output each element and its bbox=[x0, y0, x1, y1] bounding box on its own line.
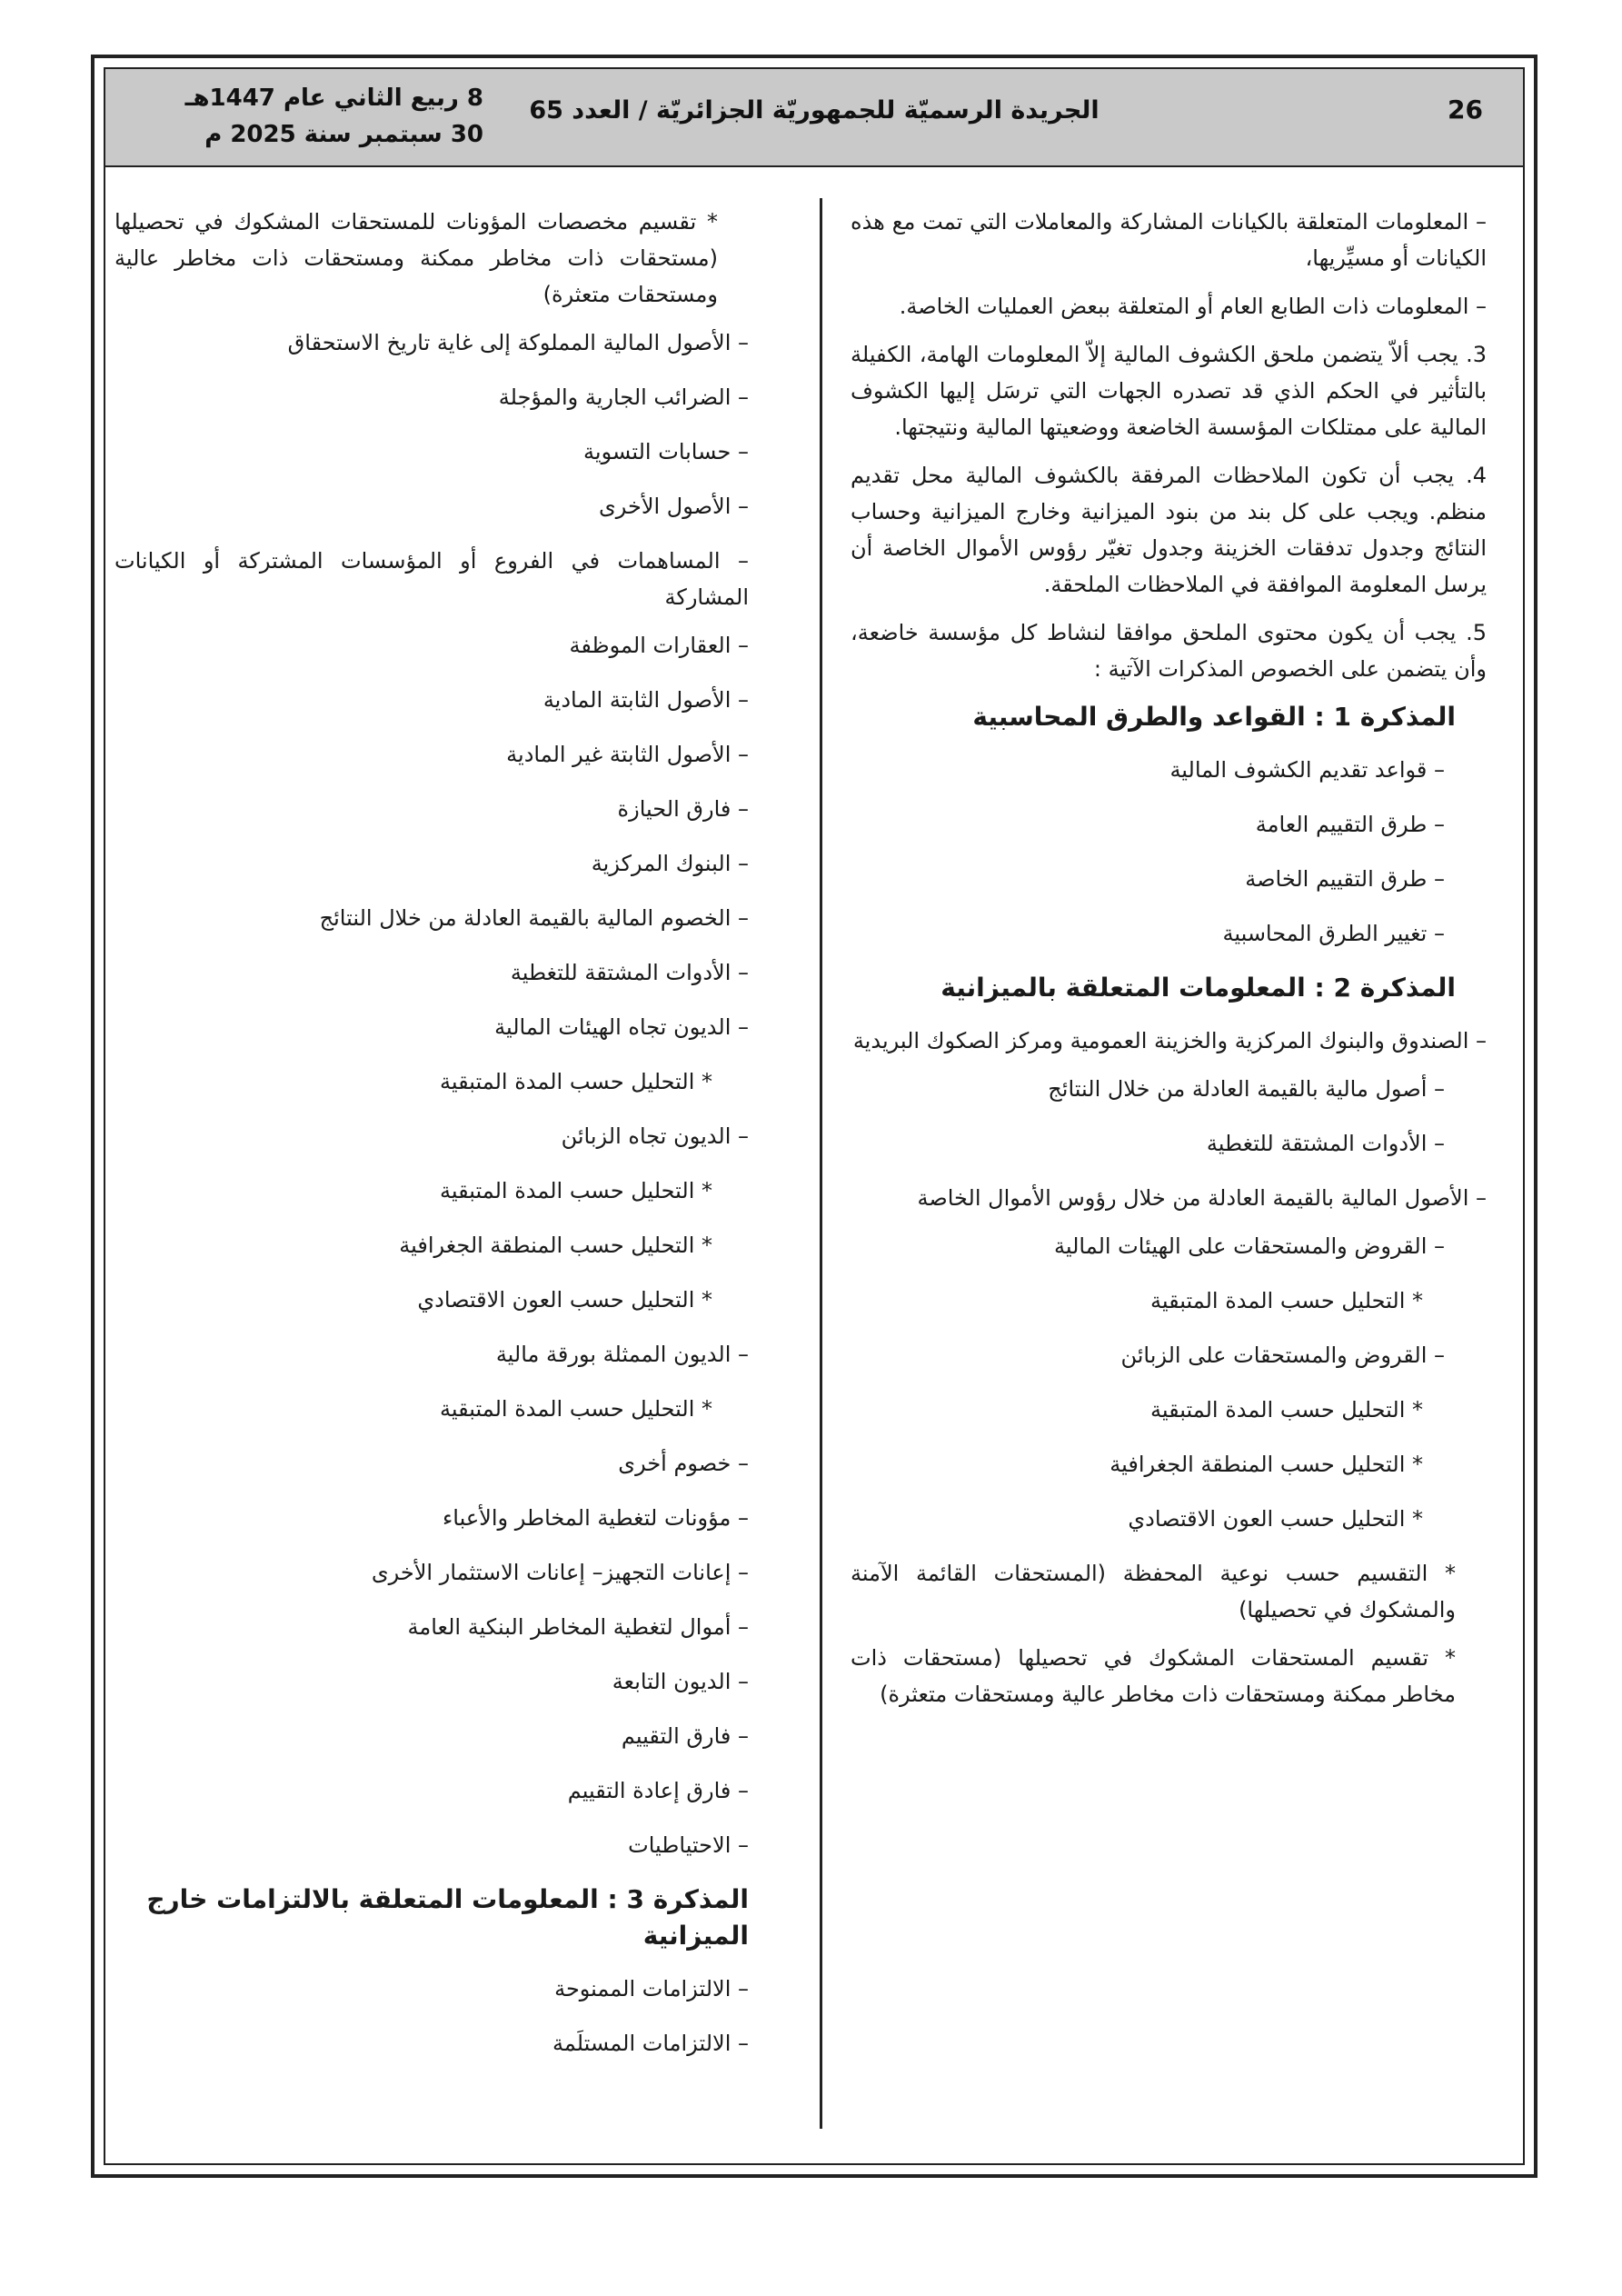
list-item: – الديون تجاه الزبائن bbox=[561, 1123, 749, 1149]
page-frame bbox=[91, 55, 1537, 2178]
list-item: – المساهمات في الفروع أو المؤسسات المشتركة أو الكيانات المشاركة bbox=[114, 548, 749, 610]
list-item: * تقسيم المستحقات المشكوك في تحصيلها (مستحقات ذات مخاطر ممكنة ومستحقات ذات مخاطر عالية ومستحقات متعثرة) bbox=[851, 1645, 1456, 1707]
note-2-heading: المذكرة 2 : المعلومات المتعلقة بالميزانية bbox=[940, 973, 1456, 1003]
list-item: – فارق الحيازة bbox=[617, 796, 749, 822]
list-item: – مؤونات لتغطية المخاطر والأعباء bbox=[443, 1505, 749, 1531]
list-item: – الأصول الأخرى bbox=[598, 494, 749, 519]
list-item: – الأصول المالية المملوكة إلى غاية تاريخ الاستحقاق bbox=[287, 330, 749, 355]
list-item: * التحليل حسب المنطقة الجغرافية bbox=[1110, 1452, 1423, 1477]
list-item: – العقارات الموظفة bbox=[569, 633, 749, 658]
list-item: * التحليل حسب المنطقة الجغرافية bbox=[399, 1233, 712, 1258]
list-item: – الأصول المالية بالقيمة العادلة من خلال رؤوس الأموال الخاصة bbox=[917, 1185, 1487, 1211]
list-item: – فارق إعادة التقييم bbox=[567, 1778, 749, 1803]
list-item: * التحليل حسب المدة المتبقية bbox=[439, 1396, 712, 1422]
list-item: – إعانات التجهيز– إعانات الاستثمار الأخرى bbox=[371, 1560, 749, 1585]
paragraph: 5. يجب أن يكون محتوى الملحق موافقا لنشاط كل مؤسسة خاضعة، وأن يتضمن على الخصوص المذكرات الآتية : bbox=[851, 620, 1487, 682]
note-1-heading: المذكرة 1 : القواعد والطرق المحاسبية bbox=[972, 702, 1456, 732]
left-column bbox=[114, 204, 749, 2080]
right-column bbox=[851, 204, 1487, 1724]
list-item: – تغيير الطرق المحاسبية bbox=[1222, 921, 1445, 946]
list-item: – الضرائب الجارية والمؤجلة bbox=[498, 384, 749, 410]
paragraph: – المعلومات ذات الطابع العام أو المتعلقة ببعض العمليات الخاصة. bbox=[899, 294, 1487, 319]
list-item: – الالتزامات الممنوحة bbox=[554, 1976, 749, 2002]
list-item: – البنوك المركزية bbox=[591, 851, 749, 876]
list-item: – الأدوات المشتقة للتغطية bbox=[1206, 1131, 1445, 1156]
paragraph: 3. يجب ألاّ يتضمن ملحق الكشوف المالية إلاّ المعلومات الهامة، الكفيلة بالتأثير في الحكم الذي قد تصدره الجهات التي ترسَل إليها الكشوف المالية على ممتلكات المؤسسة الخاضعة ووضعيتها المالية ونتيجتها. bbox=[851, 342, 1487, 440]
gazette-title: الجريدة الرسميّة للجمهوريّة الجزائريّة / العدد 65 bbox=[529, 96, 1100, 125]
list-item: – الديون الممثلة بورقة مالية bbox=[495, 1342, 749, 1367]
page-inner-frame bbox=[104, 67, 1525, 2165]
list-item: – الأصول الثابتة المادية bbox=[542, 687, 749, 713]
list-item: – الاحتياطيات bbox=[628, 1832, 749, 1858]
list-item: – الصندوق والبنوك المركزية والخزينة العمومية ومركز الصكوك البريدية bbox=[852, 1028, 1487, 1053]
list-item: – الديون تجاه الهيئات المالية bbox=[494, 1014, 749, 1040]
list-item: – الأصول الثابتة غير المادية bbox=[506, 742, 749, 767]
list-item: – الأدوات المشتقة للتغطية bbox=[510, 960, 749, 985]
column-divider bbox=[820, 198, 822, 2129]
list-item: – خصوم أخرى bbox=[618, 1451, 749, 1476]
list-item: * التحليل حسب المدة المتبقية bbox=[439, 1069, 712, 1094]
note-3-heading: المذكرة 3 : المعلومات المتعلقة بالالتزامات خارج الميزانية bbox=[146, 1884, 749, 1951]
list-item: – فارق التقييم bbox=[621, 1723, 749, 1749]
list-item: * التقسيم حسب نوعية المحفظة (المستحقات القائمة الآمنة والمشكوك في تحصيلها) bbox=[851, 1561, 1456, 1622]
page-header bbox=[105, 69, 1523, 167]
list-item: – أصول مالية بالقيمة العادلة من خلال النتائج bbox=[1048, 1076, 1445, 1102]
list-item: – حسابات التسوية bbox=[583, 439, 749, 464]
list-item: – الالتزامات المستلَمة bbox=[552, 2031, 749, 2056]
list-item: * التحليل حسب المدة المتبقية bbox=[1149, 1397, 1423, 1423]
list-item: – طرق التقييم العامة bbox=[1255, 812, 1445, 837]
list-item: * التحليل حسب العون الاقتصادي bbox=[1128, 1506, 1423, 1532]
list-item: – قواعد تقديم الكشوف المالية bbox=[1169, 757, 1445, 783]
list-item: – القروض والمستحقات على الهيئات المالية bbox=[1053, 1233, 1445, 1259]
date-hijri: 8 ربيع الثاني عام 1447هـ bbox=[184, 85, 483, 112]
page-number: 26 bbox=[1448, 95, 1483, 125]
list-item: – القروض والمستحقات على الزبائن bbox=[1120, 1343, 1445, 1368]
paragraph: – المعلومات المتعلقة بالكيانات المشاركة والمعاملات التي تمت مع هذه الكيانات أو مسيِّريها، bbox=[851, 209, 1487, 271]
list-item: * التحليل حسب المدة المتبقية bbox=[1149, 1288, 1423, 1313]
paragraph: * تقسيم مخصصات المؤونات للمستحقات المشكوك في تحصيلها (مستحقات ذات مخاطر ممكنة ومستحقات ذات مخاطر عالية ومستحقات متعثرة) bbox=[114, 209, 718, 307]
list-item: * التحليل حسب المدة المتبقية bbox=[439, 1178, 712, 1203]
list-item: – الخصوم المالية بالقيمة العادلة من خلال النتائج bbox=[319, 905, 749, 931]
list-item: – طرق التقييم الخاصة bbox=[1245, 866, 1445, 892]
date-gregorian: 30 سبتمبر سنة 2025 م bbox=[204, 121, 483, 148]
paragraph: 4. يجب أن تكون الملاحظات المرفقة بالكشوف المالية محل تقديم منظم. ويجب على كل بند من بنود الميزانية وخارج الميزانية وحساب النتائج وجدول تدفقات الخزينة وجدول تغيّر رؤوس الأموال الخاصة أن يرسل المعلومة الموافقة في الملاحظات الملحقة. bbox=[851, 463, 1487, 597]
list-item: – الديون التابعة bbox=[612, 1669, 749, 1694]
list-item: * التحليل حسب العون الاقتصادي bbox=[417, 1287, 712, 1313]
issue-date bbox=[138, 80, 483, 153]
list-item: – أموال لتغطية المخاطر البنكية العامة bbox=[407, 1614, 749, 1640]
